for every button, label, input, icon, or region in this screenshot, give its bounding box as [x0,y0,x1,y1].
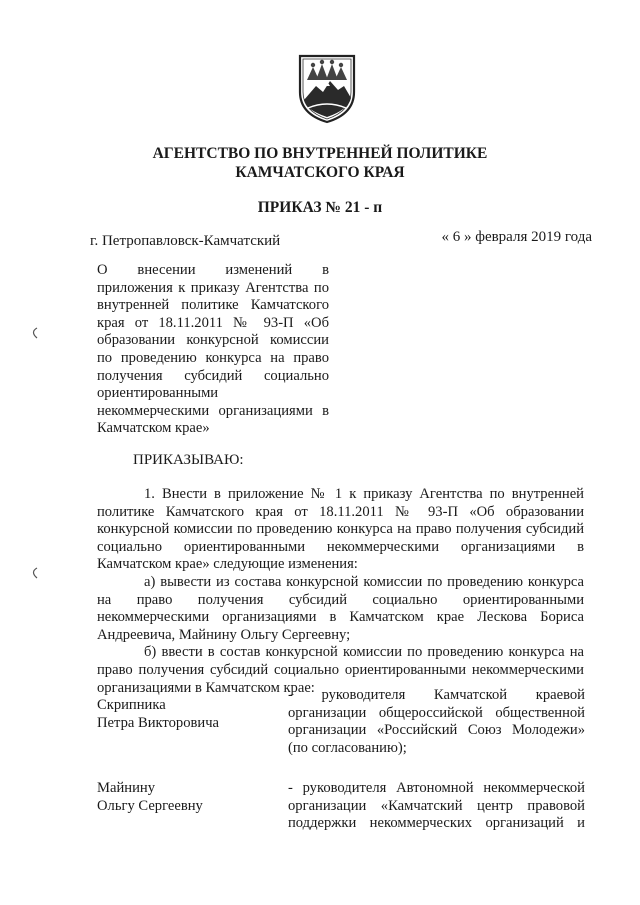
city: г. Петропавловск-Камчатский [90,233,281,249]
order-body [97,486,584,697]
role-line: организации общероссийской общественной [288,704,585,721]
member-name [97,697,219,732]
order-title: ПРИКАЗ № 21 - п [257,199,383,216]
member-given-name: Петра Викторовича [97,714,220,731]
member-role [288,780,585,833]
paragraph-1: 1. Внести в приложение № 1 к приказу Агентства по внутренней политике Камчатского края от 18.11.2011 № 93-П «Об образовании конкурсной комиссии по проведению конкурса на право получения субсидий социально ориентированными некоммерческими организациями в Камчатском крае» следующие изменения: [97,486,584,573]
subject-line: Камчатском крае» [97,420,210,437]
subject-line: получения субсидий социально [97,367,329,384]
subject-line: ориентированными [97,385,219,402]
order-date: « 6 » февраля 2019 года [441,229,592,245]
agency-name-line2: КАМЧАТСКОГО КРАЯ [235,164,405,181]
subject-line: О внесении изменений в [97,262,329,278]
role-line: (по согласованию); [288,739,407,756]
member-name [97,780,203,815]
order-subject [97,262,329,438]
role-line: организации «Камчатский центр правовой [288,797,585,814]
role-line: - руководителя Автономной некоммерческой [288,780,585,796]
subject-line: внутренней политике Камчатского [97,297,329,314]
member-given-name: Ольгу Сергеевну [97,797,203,814]
role-line: - руководителя Камчатской краевой [288,687,585,703]
subject-line: по проведению конкурса на право [97,349,329,366]
order-directive: ПРИКАЗЫВАЮ: [133,452,244,468]
role-line: организации «Российский Союз Молодежи» [288,722,585,739]
subject-line: края от 18.11.2011 № 93-П «Об [97,314,329,331]
member-role [288,687,585,757]
member-surname: Майнину [97,780,155,796]
subject-line: некоммерческими организациями в [97,402,329,419]
paragraph-b: б) ввести в состав конкурсной комиссии по проведению конкурса на право получения субсидий социально ориентированными некоммерческими организациями в Камчатском крае: [97,644,584,696]
punch-hole-mark [28,566,40,580]
subject-line: образовании конкурсной комиссии [97,332,329,349]
role-line: поддержки некоммерческих организаций и [288,815,585,832]
punch-hole-mark [28,326,40,340]
member-surname: Скрипника [97,697,166,713]
subject-line: приложения к приказу Агентства по [97,279,329,296]
kamchatka-coat-of-arms-icon [296,50,358,124]
paragraph-a: а) вывести из состава конкурсной комиссии по проведению конкурса на право получения субсидий социально ориентированными некоммерческими организациями в Камчатском крае Лескова Бориса Андреевича, Майнину Ольгу Сергеевну; [97,573,584,643]
agency-name-line1: АГЕНТСТВО ПО ВНУТРЕННЕЙ ПОЛИТИКЕ [152,145,488,162]
